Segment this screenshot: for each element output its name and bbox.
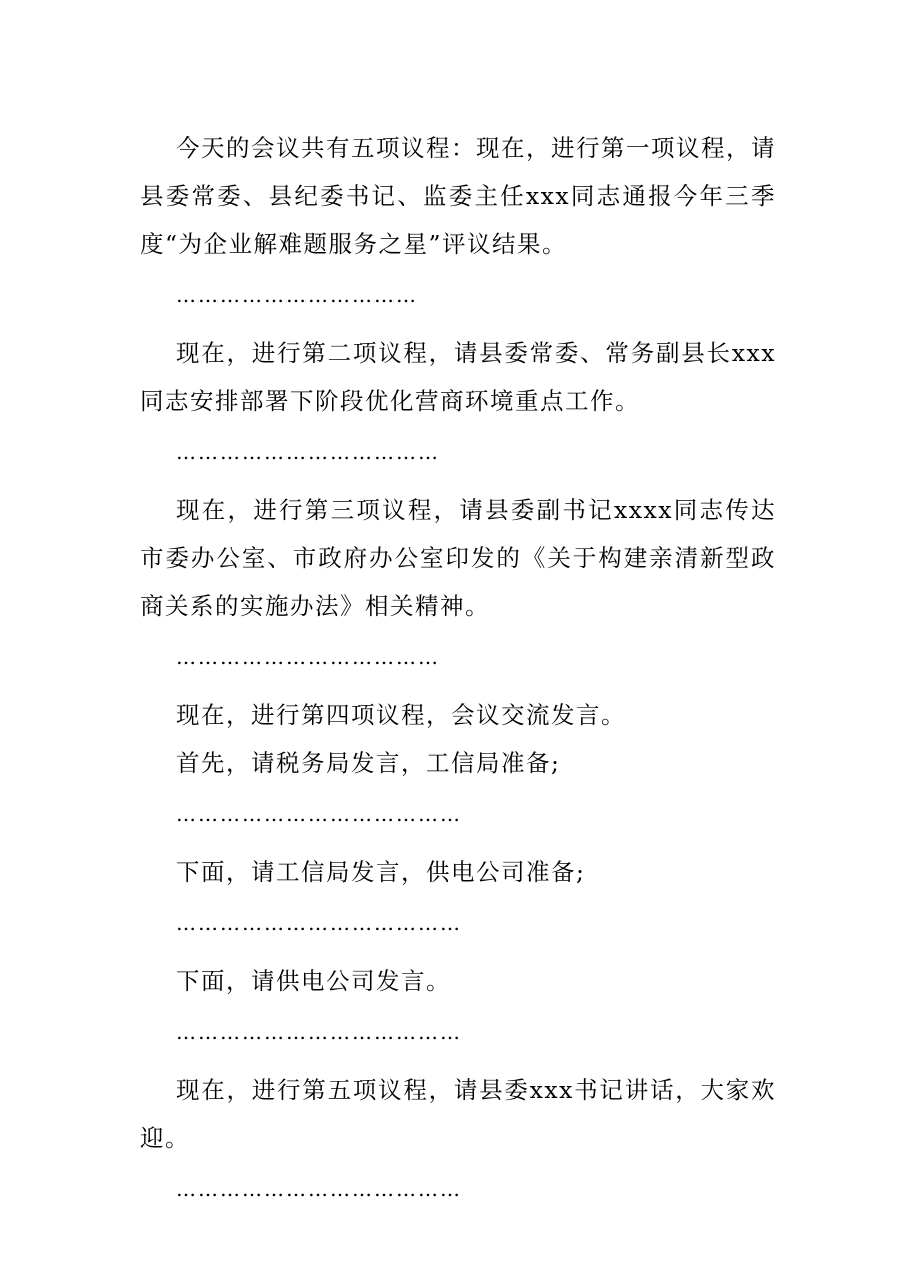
agenda-item-4-paragraph: 现在，进行第四项议程，会议交流发言。 [176,701,626,729]
speaker-power-company-paragraph: 下面，请供电公司发言。 [176,967,451,995]
speaker-industry-bureau-paragraph: 下面，请工信局发言，供电公司准备; [176,858,586,886]
ellipsis-line: ………………………………… [176,802,462,826]
ellipsis-line: …………………………… [176,283,418,307]
agenda-item-5-paragraph: 现在，进行第五项议程，请县委xxx书记讲话，大家欢迎。 [140,1076,776,1152]
ellipsis-line: ………………………………… [176,1020,462,1044]
speaker-tax-bureau-paragraph: 首先，请税务局发言，工信局准备; [176,749,561,777]
ellipsis-line: ……………………………… [176,440,440,464]
agenda-item-2-paragraph: 现在，进行第二项议程，请县委常委、常务副县长xxx同志安排部署下阶段优化营商环境重点工作。 [140,339,776,415]
document-body [140,124,776,1223]
agenda-item-3-paragraph: 现在，进行第三项议程，请县委副书记xxxx同志传达市委办公室、市政府办公室印发的《关于构建亲清新型政商关系的实施办法》相关精神。 [140,496,776,620]
agenda-item-1-paragraph: 今天的会议共有五项议程：现在，进行第一项议程，请县委常委、县纪委书记、监委主任xxx同志通报今年三季度“为企业解难题服务之星”评议结果。 [140,134,776,258]
ellipsis-line: ………………………………… [176,1177,462,1201]
ellipsis-line: ……………………………… [176,645,440,669]
ellipsis-line: ………………………………… [176,911,462,935]
